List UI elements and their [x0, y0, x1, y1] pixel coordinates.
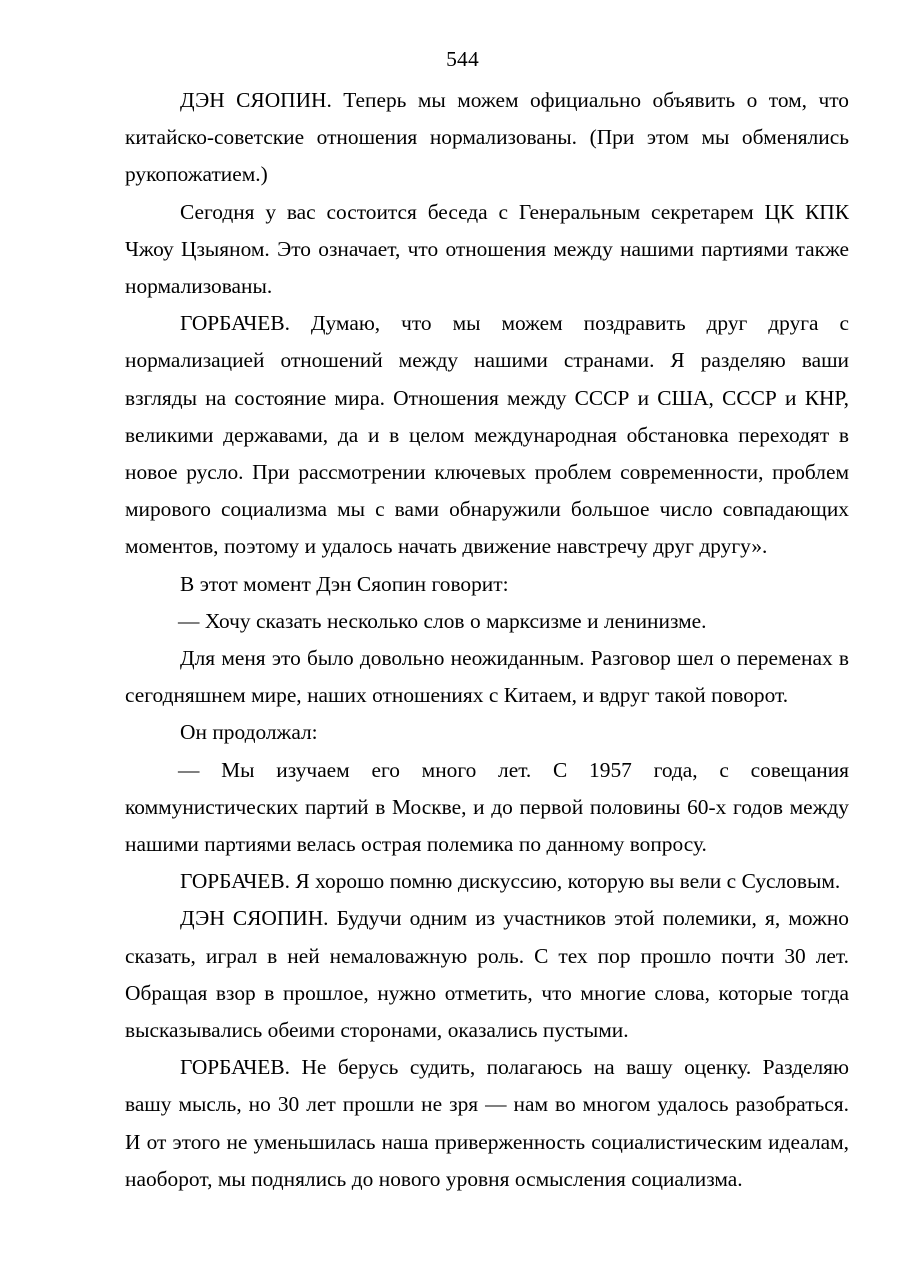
paragraph: ГОРБАЧЕВ. Не берусь судить, полагаюсь на вашу оценку. Разделяю вашу мысль, но 30 лет прошли не зря — нам во многом удалось разобраться. И от этого не уменьшилась наша приверженность социалистическим идеалам, наоборот, мы поднялись до нового уровня осмысления социализма.	[125, 1055, 849, 1191]
paragraph: — Мы изучаем его много лет. С 1957 года, с совещания коммунистических партий в Москве, и до первой половины 60-х годов между нашими партиями велась острая полемика по данному вопросу.	[125, 757, 849, 857]
paragraph: ГОРБАЧЕВ. Думаю, что мы можем поздравить друг друга с нормализацией отношений между нашими странами. Я разделяю ваши взгляды на состояние мира. Отношения между СССР и США, СССР и КНР, великими державами, да и в целом международная обстановка переходят в новое русло. При рассмотрении ключевых проблем современности, проблем мирового социализма мы с вами обнаружили большое число совпадающих моментов, поэтому и удалось начать движение навстречу друг другу».	[125, 311, 849, 559]
paragraph: Он продолжал:	[180, 720, 318, 745]
paragraph: ДЭН СЯОПИН. Будучи одним из участников этой полемики, я, можно сказать, играл в ней немаловажную роль. С тех пор прошло почти 30 лет. Обращая взор в прошлое, нужно отметить, что многие слова, которые тогда высказывались обеими сторонами, оказались пустыми.	[125, 906, 849, 1043]
page-number: 544	[446, 47, 479, 71]
paragraph: ГОРБАЧЕВ. Я хорошо помню дискуссию, которую вы вели с Сусловым.	[180, 869, 841, 894]
paragraph: Для меня это было довольно неожиданным. Разговор шел о переменах в сегодняшнем мире, наших отношениях с Китаем, и вдруг такой поворот.	[125, 646, 849, 708]
paragraph: — Хочу сказать несколько слов о марксизме и ленинизме.	[178, 608, 707, 633]
paragraph: ДЭН СЯОПИН. Теперь мы можем официально объявить о том, что китайско-советские отношения нормализованы. (При этом мы обменялись рукопожатием.)	[125, 88, 849, 187]
paragraph: В этот момент Дэн Сяопин говорит:	[180, 571, 509, 596]
document-body	[125, 82, 849, 1198]
paragraph: Сегодня у вас состоится беседа с Генеральным секретарем ЦК КПК Чжоу Цзыяном. Это означает, что отношения между нашими партиями также нормализованы.	[125, 199, 849, 299]
